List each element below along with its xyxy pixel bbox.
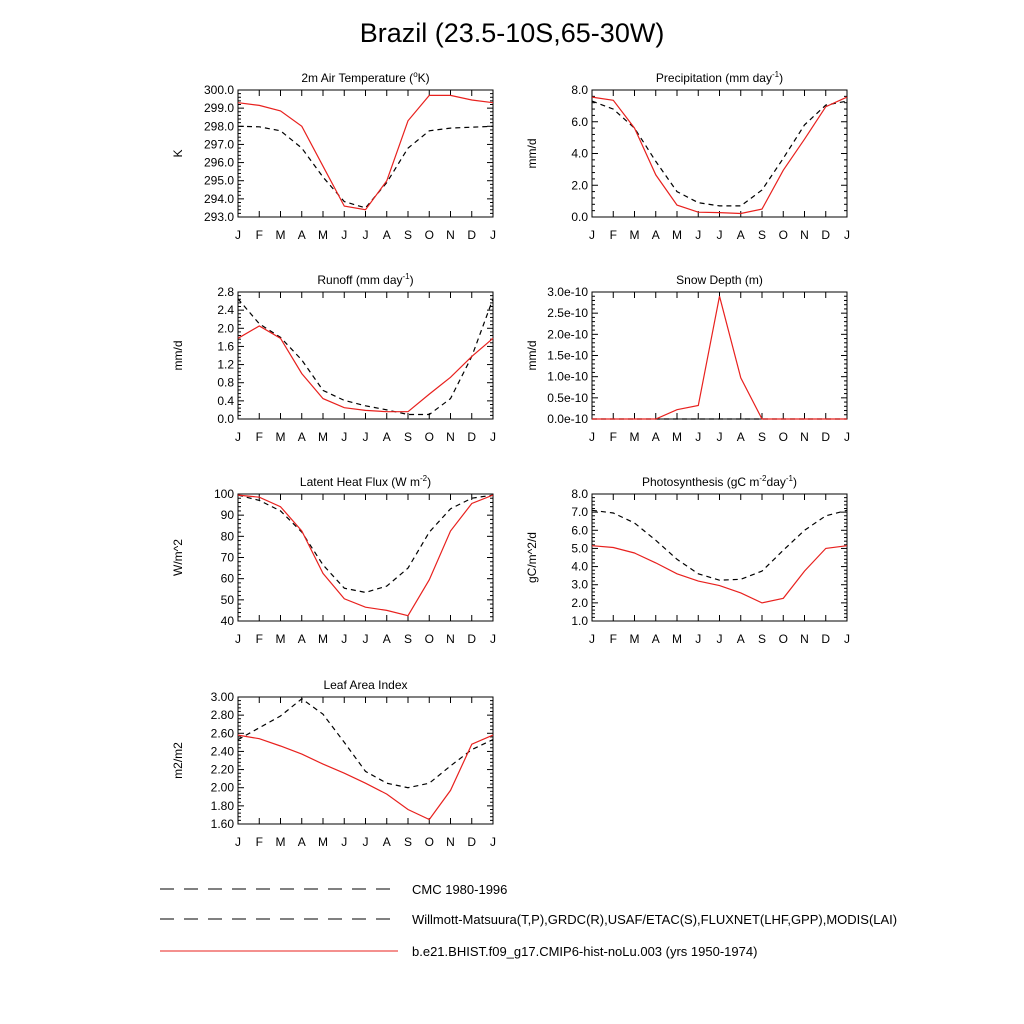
series-line-model (238, 95, 493, 209)
x-tick-label: J (362, 228, 369, 242)
plot-frame (592, 90, 847, 217)
series-line-model (238, 495, 493, 616)
x-tick-label: O (778, 632, 788, 646)
y-tick-label: 294.0 (203, 191, 234, 206)
x-tick-label: A (297, 835, 306, 849)
chart-panel-6 (525, 474, 850, 646)
x-tick-label: N (446, 632, 455, 646)
x-tick-label: M (318, 835, 328, 849)
x-tick-label: A (382, 835, 391, 849)
x-tick-label: D (467, 228, 477, 242)
y-tick-label: 4.0 (571, 146, 588, 161)
chart-title: Precipitation (mm day$^{-1}$) (655, 70, 784, 85)
x-tick-label: S (403, 632, 413, 646)
y-axis-label: mm/d (525, 340, 539, 371)
x-tick-label: J (716, 430, 723, 444)
x-tick-label: F (609, 632, 617, 646)
x-tick-label: J (341, 632, 348, 646)
x-tick-label: D (821, 430, 831, 444)
legend-label-3: b.e21.BHIST.f09_g17.CMIP6-hist-noLu.003 (yrs 1950-1974) (412, 944, 758, 959)
y-tick-label: 0.0e-10 (547, 412, 588, 426)
y-tick-label: 8.0 (571, 487, 588, 501)
y-tick-label: 6.0 (571, 523, 588, 538)
plot-frame (238, 90, 493, 217)
x-tick-label: J (589, 632, 595, 646)
y-tick-label: 100 (213, 487, 234, 501)
x-tick-label: M (672, 228, 682, 242)
chart-panel-1 (171, 70, 496, 242)
x-tick-label: O (424, 632, 434, 646)
x-tick-label: O (424, 430, 434, 444)
y-axis-label: W/m^2 (171, 539, 185, 576)
y-tick-label: 1.80 (210, 798, 234, 813)
x-tick-label: S (403, 228, 413, 242)
y-tick-label: 0.0 (217, 412, 234, 426)
x-tick-label: F (255, 430, 263, 444)
page-title: Brazil (23.5-10S,65-30W) (359, 18, 665, 48)
y-tick-label: 2.0 (571, 595, 588, 610)
x-tick-label: A (651, 430, 660, 444)
x-tick-label: O (778, 228, 788, 242)
x-tick-label: J (341, 228, 348, 242)
y-tick-label: 295.0 (203, 173, 234, 188)
x-tick-label: O (424, 835, 434, 849)
x-tick-label: J (235, 430, 241, 444)
x-tick-label: D (821, 228, 831, 242)
x-tick-label: S (757, 228, 767, 242)
x-tick-label: A (736, 228, 745, 242)
x-tick-label: J (235, 835, 241, 849)
series-line-model (238, 735, 493, 819)
y-tick-label: 60 (220, 571, 234, 586)
x-tick-label: M (275, 430, 286, 444)
chart-title: Runoff (mm day$^{-1}$) (317, 272, 414, 287)
y-tick-label: 297.0 (203, 137, 234, 152)
y-tick-label: 1.0 (571, 614, 588, 628)
y-tick-label: 1.60 (210, 817, 234, 831)
x-tick-label: N (800, 430, 809, 444)
x-tick-label: D (467, 632, 477, 646)
x-tick-label: F (255, 632, 263, 646)
x-tick-label: J (844, 632, 850, 646)
y-tick-label: 293.0 (203, 210, 234, 224)
x-tick-label: F (609, 228, 617, 242)
series-line-model (592, 97, 847, 213)
x-tick-label: A (736, 430, 745, 444)
x-tick-label: S (403, 835, 413, 849)
y-tick-label: 2.00 (210, 780, 234, 795)
plot-frame (592, 292, 847, 419)
x-tick-label: M (275, 835, 286, 849)
x-tick-label: D (467, 835, 477, 849)
x-tick-label: M (629, 430, 640, 444)
chart-title: Snow Depth (m) (676, 273, 763, 287)
x-tick-label: J (589, 228, 595, 242)
x-tick-label: A (297, 632, 306, 646)
y-tick-label: 0.8 (217, 375, 234, 390)
y-axis-label: mm/d (525, 138, 539, 169)
x-tick-label: M (629, 632, 640, 646)
chart-title: 2m Air Temperature ($^o$K) (301, 70, 430, 85)
y-tick-label: 40 (220, 614, 234, 628)
x-tick-label: J (589, 430, 595, 444)
x-tick-label: O (778, 430, 788, 444)
y-tick-label: 2.0e-10 (547, 327, 588, 342)
legend-label-2: Willmott-Matsuura(T,P),GRDC(R),USAF/ETAC(S),FLUXNET(LHF,GPP),MODIS(LAI) (412, 912, 898, 927)
x-tick-label: S (403, 430, 413, 444)
y-tick-label: 3.00 (210, 690, 234, 704)
y-tick-label: 296.0 (203, 155, 234, 170)
y-tick-label: 80 (220, 529, 234, 544)
x-tick-label: J (716, 632, 723, 646)
x-tick-label: A (651, 228, 660, 242)
y-tick-label: 1.2 (217, 357, 234, 372)
y-tick-label: 4.0 (571, 559, 588, 574)
chart-title: Leaf Area Index (323, 678, 408, 692)
y-tick-label: 3.0e-10 (547, 285, 588, 299)
x-tick-label: M (275, 632, 286, 646)
x-tick-label: J (695, 632, 702, 646)
x-tick-label: J (362, 835, 369, 849)
series-line-observed (238, 699, 493, 788)
plot-frame (238, 697, 493, 824)
chart-panel-5 (171, 474, 496, 646)
chart-title: Latent Heat Flux (W $m^{-2}$) (299, 474, 432, 489)
x-tick-label: J (490, 632, 496, 646)
series-line-observed (592, 101, 847, 206)
series-line-model (238, 326, 493, 412)
y-tick-label: 2.20 (210, 762, 234, 777)
plot-frame (592, 494, 847, 621)
y-axis-label: K (171, 149, 185, 158)
chart-panel-3 (171, 272, 496, 444)
x-tick-label: M (318, 430, 328, 444)
y-tick-label: 298.0 (203, 119, 234, 134)
plot-frame (238, 494, 493, 621)
x-tick-label: M (318, 228, 328, 242)
x-tick-label: J (235, 632, 241, 646)
y-tick-label: 2.0 (571, 178, 588, 193)
y-tick-label: 2.80 (210, 708, 234, 723)
x-tick-label: D (821, 632, 831, 646)
y-tick-label: 50 (220, 592, 234, 607)
x-tick-label: M (672, 430, 682, 444)
y-axis-label: mm/d (171, 340, 185, 371)
x-tick-label: J (490, 430, 496, 444)
x-tick-label: J (341, 430, 348, 444)
x-tick-label: A (651, 632, 660, 646)
y-tick-label: 0.4 (217, 393, 234, 408)
x-tick-label: J (235, 228, 241, 242)
x-tick-label: M (672, 632, 682, 646)
y-axis-label: m2/m2 (171, 742, 185, 779)
x-tick-label: M (275, 228, 286, 242)
x-tick-label: A (382, 632, 391, 646)
y-tick-label: 2.40 (210, 744, 234, 759)
x-tick-label: S (757, 430, 767, 444)
x-tick-label: J (362, 632, 369, 646)
x-tick-label: J (844, 228, 850, 242)
x-tick-label: J (695, 430, 702, 444)
y-tick-label: 0.5e-10 (547, 390, 588, 405)
x-tick-label: J (716, 228, 723, 242)
series-line-model (592, 546, 847, 603)
x-tick-label: J (844, 430, 850, 444)
series-line-observed (238, 126, 493, 208)
chart-panel-4 (525, 273, 850, 444)
x-tick-label: N (446, 430, 455, 444)
x-tick-label: J (490, 835, 496, 849)
series-line-observed (238, 299, 493, 415)
x-tick-label: S (757, 632, 767, 646)
y-tick-label: 3.0 (571, 577, 588, 592)
x-tick-label: J (695, 228, 702, 242)
y-tick-label: 1.5e-10 (547, 348, 588, 363)
y-tick-label: 0.0 (571, 210, 588, 224)
x-tick-label: A (736, 632, 745, 646)
y-tick-label: 70 (220, 550, 234, 565)
x-tick-label: F (255, 835, 263, 849)
x-tick-label: A (297, 228, 306, 242)
x-tick-label: N (800, 632, 809, 646)
y-tick-label: 5.0 (571, 541, 588, 556)
x-tick-label: J (490, 228, 496, 242)
y-tick-label: 2.4 (217, 303, 234, 318)
y-tick-label: 2.8 (217, 285, 234, 299)
series-line-model (592, 296, 847, 419)
x-tick-label: A (382, 430, 391, 444)
x-tick-label: N (446, 228, 455, 242)
x-tick-label: M (318, 632, 328, 646)
x-tick-label: F (609, 430, 617, 444)
plot-frame (238, 292, 493, 419)
y-tick-label: 8.0 (571, 83, 588, 97)
x-tick-label: N (800, 228, 809, 242)
y-tick-label: 6.0 (571, 114, 588, 129)
chart-title: Photosynthesis (gC $m^{-2}day^{-1}$) (642, 474, 797, 489)
chart-panel-2 (525, 70, 850, 242)
x-tick-label: A (382, 228, 391, 242)
y-tick-label: 90 (220, 508, 234, 523)
y-tick-label: 7.0 (571, 505, 588, 520)
y-tick-label: 299.0 (203, 101, 234, 116)
x-tick-label: M (629, 228, 640, 242)
y-tick-label: 2.0 (217, 321, 234, 336)
y-tick-label: 1.0e-10 (547, 369, 588, 384)
x-tick-label: J (362, 430, 369, 444)
x-tick-label: A (297, 430, 306, 444)
y-tick-label: 2.5e-10 (547, 306, 588, 321)
legend-label-1: CMC 1980-1996 (412, 882, 508, 897)
y-tick-label: 1.6 (217, 339, 234, 354)
series-line-observed (592, 510, 847, 580)
x-tick-label: O (424, 228, 434, 242)
y-tick-label: 2.60 (210, 726, 234, 741)
chart-panel-7 (171, 678, 496, 849)
x-tick-label: F (255, 228, 263, 242)
series-line-observed (238, 495, 493, 592)
x-tick-label: N (446, 835, 455, 849)
y-tick-label: 300.0 (203, 83, 234, 97)
x-tick-label: J (341, 835, 348, 849)
y-axis-label: gC/m^2/d (525, 532, 539, 583)
x-tick-label: D (467, 430, 477, 444)
